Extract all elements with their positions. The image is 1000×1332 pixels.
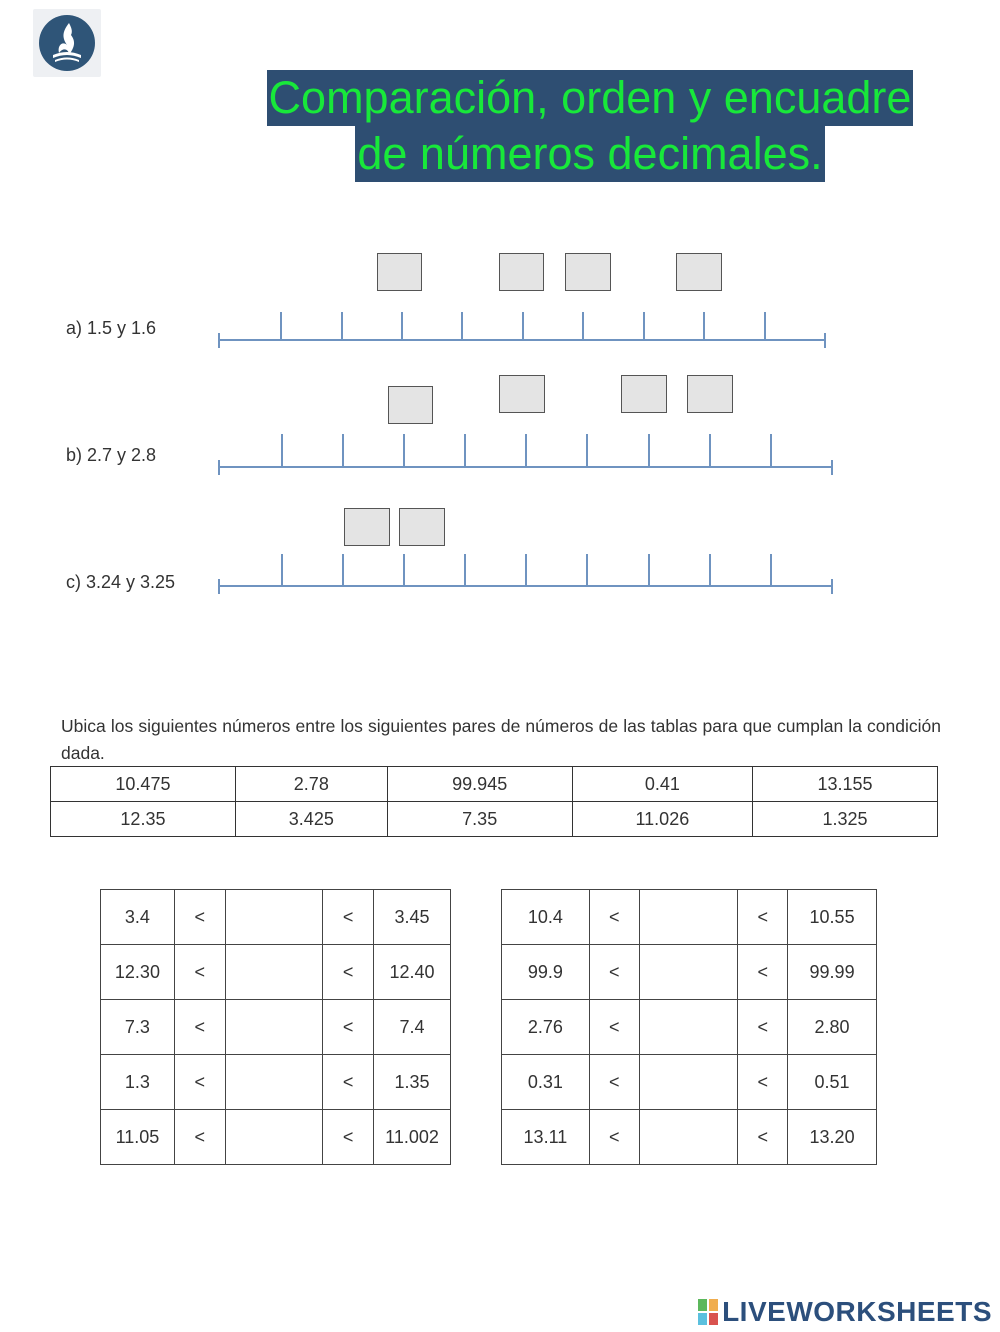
table-row bbox=[101, 1055, 451, 1110]
bank-cell: 0.41 bbox=[572, 767, 752, 802]
liveworksheets-brand bbox=[698, 1296, 992, 1328]
bank-cell: 12.35 bbox=[51, 802, 236, 837]
table-row bbox=[502, 890, 877, 945]
less-than-symbol: < bbox=[738, 1110, 788, 1165]
answer-box-b4[interactable] bbox=[687, 375, 733, 413]
answer-box-c2[interactable] bbox=[399, 508, 445, 546]
bank-cell: 11.026 bbox=[572, 802, 752, 837]
answer-cell[interactable] bbox=[639, 1055, 738, 1110]
number-bank-table bbox=[50, 766, 938, 837]
answer-box-a3[interactable] bbox=[565, 253, 611, 291]
number-line-c bbox=[219, 554, 832, 594]
table-row bbox=[502, 945, 877, 1000]
answer-cell[interactable] bbox=[639, 1110, 738, 1165]
upper-bound: 99.99 bbox=[788, 945, 877, 1000]
bank-cell: 1.325 bbox=[753, 802, 938, 837]
less-than-symbol: < bbox=[174, 945, 225, 1000]
table-row bbox=[502, 1000, 877, 1055]
lower-bound: 1.3 bbox=[101, 1055, 175, 1110]
brand-text: LIVEWORKSHEETS bbox=[722, 1296, 992, 1327]
answer-cell[interactable] bbox=[639, 890, 738, 945]
table-row bbox=[101, 1110, 451, 1165]
less-than-symbol: < bbox=[589, 945, 639, 1000]
bank-cell: 10.475 bbox=[51, 767, 236, 802]
bank-cell: 99.945 bbox=[387, 767, 572, 802]
less-than-symbol: < bbox=[174, 1055, 225, 1110]
number-line-b bbox=[219, 434, 832, 475]
answer-cell[interactable] bbox=[225, 945, 323, 1000]
upper-bound: 11.002 bbox=[374, 1110, 451, 1165]
lower-bound: 99.9 bbox=[502, 945, 590, 1000]
table-row bbox=[101, 890, 451, 945]
less-than-symbol: < bbox=[738, 1055, 788, 1110]
upper-bound: 1.35 bbox=[374, 1055, 451, 1110]
less-than-symbol: < bbox=[589, 890, 639, 945]
answer-box-a4[interactable] bbox=[676, 253, 722, 291]
upper-bound: 13.20 bbox=[788, 1110, 877, 1165]
less-than-symbol: < bbox=[738, 890, 788, 945]
lower-bound: 0.31 bbox=[502, 1055, 590, 1110]
lower-bound: 3.4 bbox=[101, 890, 175, 945]
answer-box-b1[interactable] bbox=[388, 386, 433, 424]
upper-bound: 3.45 bbox=[374, 890, 451, 945]
table-row bbox=[51, 767, 938, 802]
answer-box-a1[interactable] bbox=[377, 253, 422, 291]
instructions: Ubica los siguientes números entre los siguientes pares de números de las tablas para que cumplan la condición dada. bbox=[61, 716, 941, 763]
lower-bound: 10.4 bbox=[502, 890, 590, 945]
title-line-2: de números decimales. bbox=[355, 126, 824, 182]
number-line-label-c: c) 3.24 y 3.25 bbox=[66, 572, 176, 592]
lower-bound: 13.11 bbox=[502, 1110, 590, 1165]
answer-cell[interactable] bbox=[225, 890, 323, 945]
number-line-label-b: b) 2.7 y 2.8 bbox=[66, 445, 157, 465]
upper-bound: 0.51 bbox=[788, 1055, 877, 1110]
less-than-symbol: < bbox=[323, 1055, 374, 1110]
less-than-symbol: < bbox=[323, 1000, 374, 1055]
upper-bound: 12.40 bbox=[374, 945, 451, 1000]
table-row bbox=[101, 945, 451, 1000]
lower-bound: 12.30 bbox=[101, 945, 175, 1000]
table-row bbox=[51, 802, 938, 837]
answer-box-a2[interactable] bbox=[499, 253, 544, 291]
less-than-symbol: < bbox=[738, 945, 788, 1000]
title-line-1: Comparación, orden y encuadre bbox=[267, 70, 914, 126]
table-row bbox=[502, 1110, 877, 1165]
less-than-symbol: < bbox=[323, 945, 374, 1000]
number-line-a bbox=[219, 312, 825, 348]
upper-bound: 10.55 bbox=[788, 890, 877, 945]
table-row bbox=[101, 1000, 451, 1055]
less-than-symbol: < bbox=[323, 1110, 374, 1165]
bank-cell: 13.155 bbox=[753, 767, 938, 802]
bank-cell: 3.425 bbox=[235, 802, 387, 837]
left-comparison-table bbox=[100, 889, 451, 1165]
less-than-symbol: < bbox=[589, 1110, 639, 1165]
answer-box-b2[interactable] bbox=[499, 375, 545, 413]
less-than-symbol: < bbox=[323, 890, 374, 945]
liveworksheets-logo-icon bbox=[698, 1299, 718, 1325]
bank-cell: 7.35 bbox=[387, 802, 572, 837]
number-line-label-a: a) 1.5 y 1.6 bbox=[66, 318, 157, 338]
answer-cell[interactable] bbox=[639, 1000, 738, 1055]
table-row bbox=[502, 1055, 877, 1110]
upper-bound: 7.4 bbox=[374, 1000, 451, 1055]
lower-bound: 11.05 bbox=[101, 1110, 175, 1165]
right-comparison-table bbox=[501, 889, 877, 1165]
less-than-symbol: < bbox=[174, 1110, 225, 1165]
answer-cell[interactable] bbox=[225, 1110, 323, 1165]
answer-cell[interactable] bbox=[225, 1000, 323, 1055]
less-than-symbol: < bbox=[589, 1055, 639, 1110]
number-lines bbox=[0, 0, 1000, 640]
answer-box-b3[interactable] bbox=[621, 375, 667, 413]
less-than-symbol: < bbox=[174, 890, 225, 945]
upper-bound: 2.80 bbox=[788, 1000, 877, 1055]
lower-bound: 2.76 bbox=[502, 1000, 590, 1055]
less-than-symbol: < bbox=[589, 1000, 639, 1055]
less-than-symbol: < bbox=[174, 1000, 225, 1055]
less-than-symbol: < bbox=[738, 1000, 788, 1055]
answer-cell[interactable] bbox=[225, 1055, 323, 1110]
answer-box-c1[interactable] bbox=[344, 508, 390, 546]
lower-bound: 7.3 bbox=[101, 1000, 175, 1055]
bank-cell: 2.78 bbox=[235, 767, 387, 802]
answer-cell[interactable] bbox=[639, 945, 738, 1000]
